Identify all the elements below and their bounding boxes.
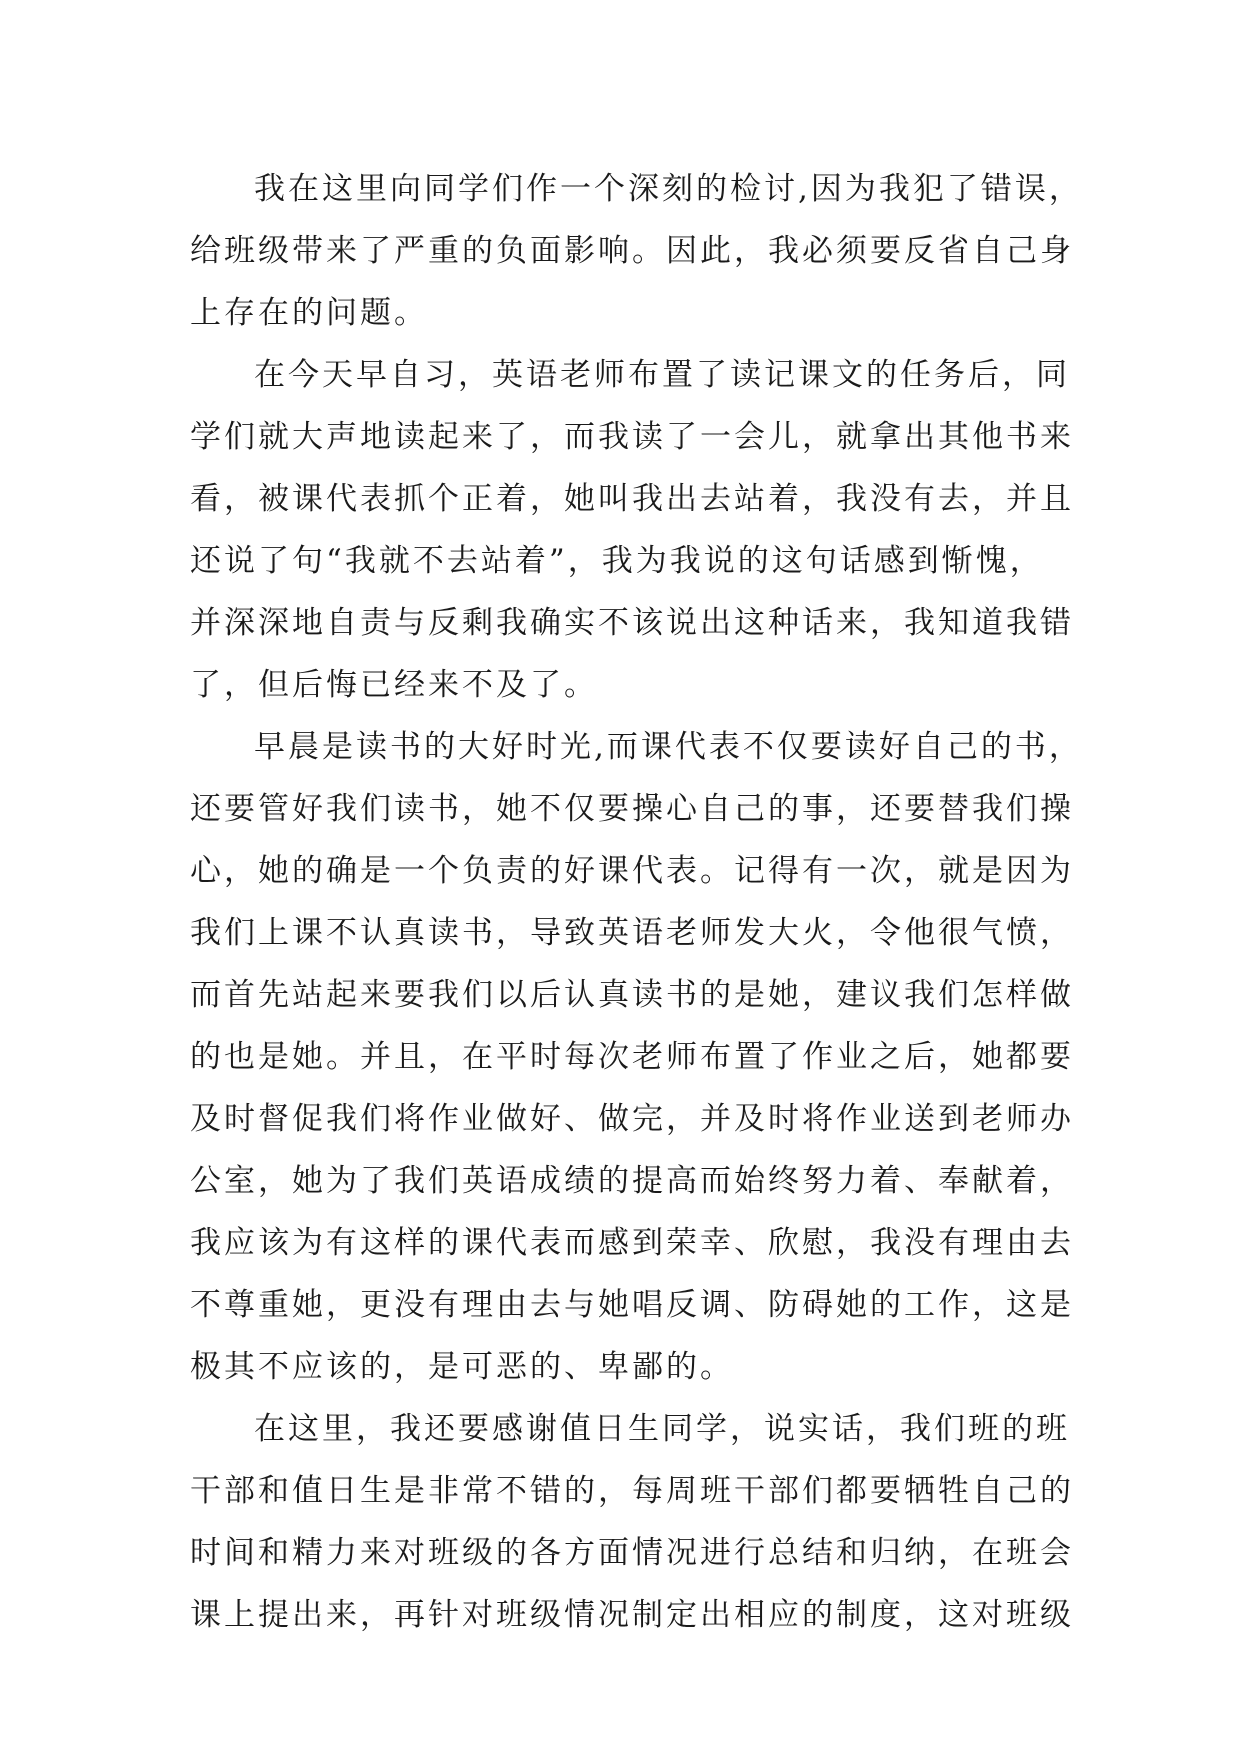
text-line: 公室，她为了我们英语成绩的提高而始终努力着、奉献着， — [190, 1163, 1074, 1199]
paragraph-2 — [190, 344, 1074, 716]
text-line: 并深深地自责与反剩我确实不该说出这种话来，我知道我错 — [190, 605, 1074, 641]
text-line: 时间和精力来对班级的各方面情况进行总结和归纳，在班会 — [190, 1535, 1074, 1571]
text-line: 还要管好我们读书，她不仅要操心自己的事，还要替我们操 — [190, 791, 1074, 827]
paragraph-4 — [190, 1398, 1074, 1646]
text-line: 干部和值日生是非常不错的，每周班干部们都要牺牲自己的 — [190, 1473, 1074, 1509]
paragraph-3 — [190, 716, 1083, 1398]
text-line: 看，被课代表抓个正着，她叫我出去站着，我没有去，并且 — [190, 481, 1074, 517]
text-line: 早晨是读书的大好时光,而课代表不仅要读好自己的书， — [254, 729, 1083, 765]
text-line: 而首先站起来要我们以后认真读书的是她，建议我们怎样做 — [190, 977, 1074, 1013]
paragraph-1 — [190, 158, 1083, 344]
text-line: 极其不应该的，是可恶的、卑鄙的。 — [190, 1349, 734, 1385]
text-line: 我们上课不认真读书，导致英语老师发大火，令他很气愤， — [190, 915, 1074, 951]
text-line: 学们就大声地读起来了，而我读了一会儿，就拿出其他书来 — [190, 419, 1074, 455]
text-line: 在这里，我还要感谢值日生同学，说实话，我们班的班 — [254, 1411, 1070, 1447]
text-line: 的也是她。并且，在平时每次老师布置了作业之后，她都要 — [190, 1039, 1074, 1075]
text-line: 不尊重她，更没有理由去与她唱反调、防碍她的工作，这是 — [190, 1287, 1074, 1323]
text-line: 还说了句“我就不去站着”，我为我说的这句话感到惭愧， — [190, 543, 1044, 579]
text-line: 课上提出来，再针对班级情况制定出相应的制度，这对班级 — [190, 1597, 1074, 1633]
text-line: 在今天早自习，英语老师布置了读记课文的任务后，同 — [254, 357, 1070, 393]
text-line: 了，但后悔已经来不及了。 — [190, 667, 598, 703]
text-line: 我在这里向同学们作一个深刻的检讨,因为我犯了错误， — [254, 171, 1083, 207]
text-line: 心，她的确是一个负责的好课代表。记得有一次，就是因为 — [190, 853, 1074, 889]
document-body — [190, 158, 1083, 1646]
text-line: 上存在的问题。 — [190, 295, 428, 331]
text-line: 给班级带来了严重的负面影响。因此，我必须要反省自己身 — [190, 233, 1074, 269]
text-line: 我应该为有这样的课代表而感到荣幸、欣慰，我没有理由去 — [190, 1225, 1074, 1261]
text-line: 及时督促我们将作业做好、做完，并及时将作业送到老师办 — [190, 1101, 1074, 1137]
